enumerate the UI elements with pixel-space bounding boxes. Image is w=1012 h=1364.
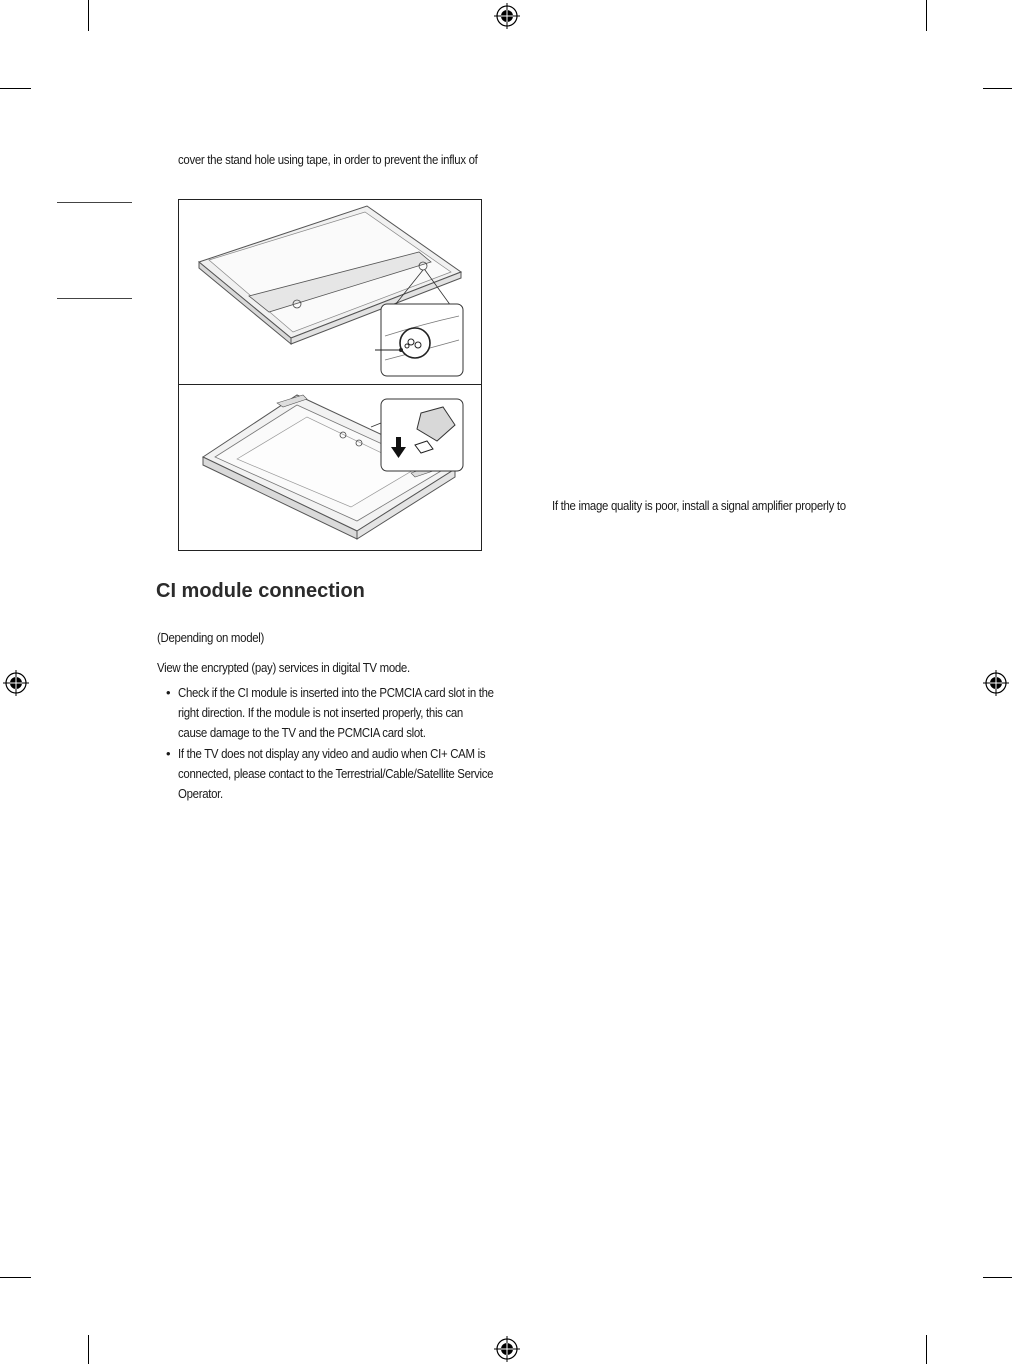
bullet-line: connected, please contact to the Terrestrial/Cable/Satellite Service: [178, 766, 494, 782]
crop-mark: [926, 0, 927, 31]
crop-mark: [983, 88, 1012, 89]
bullet-line: cause damage to the TV and the PCMCIA card slot.: [178, 724, 426, 740]
crop-mark: [0, 1277, 31, 1278]
figure-stand-hole-tape: [178, 199, 482, 551]
list-item: [166, 683, 546, 742]
bullet-glyph: •: [166, 685, 171, 700]
depending-on-model: (Depending on model): [157, 630, 265, 645]
registration-mark-icon: [494, 3, 520, 29]
crop-mark: [983, 1277, 1012, 1278]
bullet-line: Operator.: [178, 785, 223, 801]
bullet-line: If the TV does not display any video and audio when CI+ CAM is: [178, 746, 486, 762]
list-item: [166, 744, 546, 803]
registration-mark-icon: [494, 1336, 520, 1362]
tv-back-stand-hole-illustration: [179, 200, 481, 384]
crop-mark: [88, 1335, 89, 1364]
tape-over-stand-hole-illustration: [179, 385, 481, 551]
crop-mark: [88, 0, 89, 31]
bullet-list: [166, 683, 546, 806]
side-rule: [57, 298, 132, 299]
bullet-glyph: •: [166, 746, 171, 762]
crop-mark: [926, 1335, 927, 1364]
bullet-line: right direction. If the module is not inserted properly, this can: [178, 704, 463, 720]
right-column-text: If the image quality is poor, install a signal amplifier properly to: [552, 498, 846, 513]
section-intro: View the encrypted (pay) services in digital TV mode.: [157, 660, 410, 675]
section-title: CI module connection: [156, 580, 365, 602]
bullet-line: Check if the CI module is inserted into the PCMCIA card slot in the: [178, 685, 494, 700]
intro-text: cover the stand hole using tape, in order to prevent the influx of: [178, 152, 478, 167]
side-rule: [57, 202, 132, 203]
crop-mark: [0, 88, 31, 89]
registration-mark-icon: [983, 670, 1009, 696]
registration-mark-icon: [3, 670, 29, 696]
